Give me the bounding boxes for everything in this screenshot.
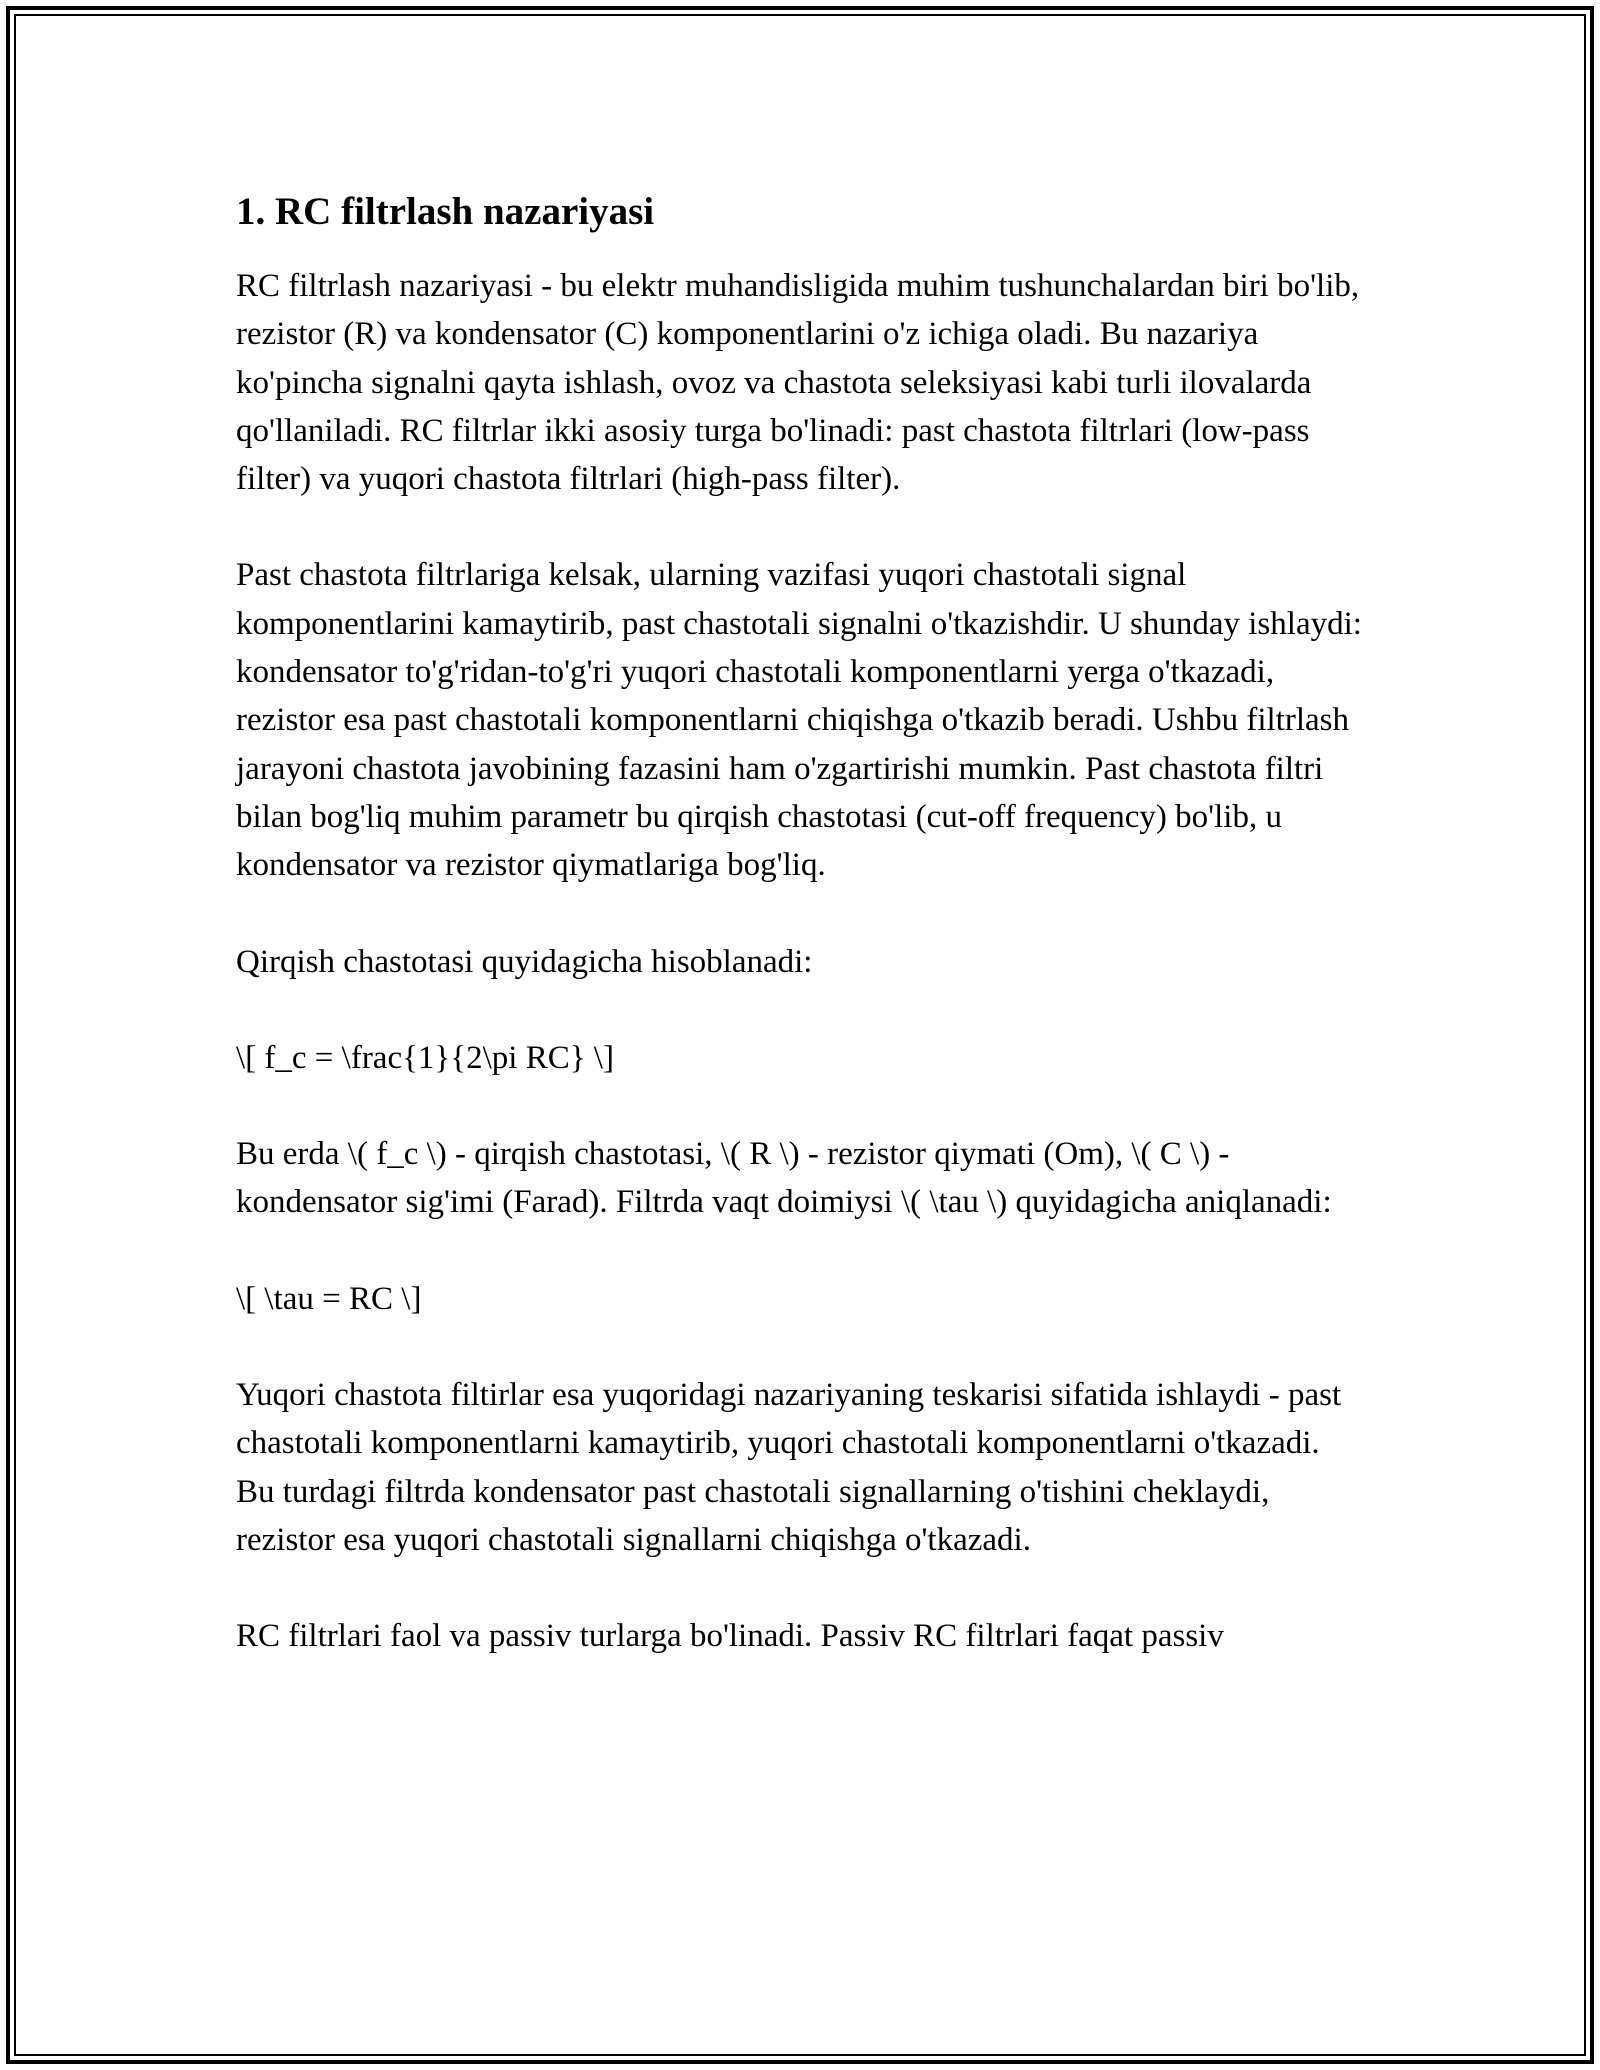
formula-cutoff-frequency: \[ f_c = \frac{1}{2\pi RC} \]: [236, 1039, 614, 1076]
paragraph-intro: RC filtrlash nazariyasi - bu elektr muhandisligida muhim tushunchalardan biri bo'lib, rezistor (R) va kondensator (C) komponentlarini o'z ichiga oladi. Bu nazariya ko'pincha signalni qayta ishlash, ovoz va chastota seleksiyasi kabi turli ilovalarda qo'llaniladi. RC filtrlar ikki asosiy turga bo'linadi: past chastota filtrlari (low-pass filter) va yuqori chastota filtrlari (high-pass filter).: [236, 268, 1360, 498]
document-body: [236, 186, 1366, 1709]
formula-time-constant: \[ \tau = RC \]: [236, 1280, 422, 1317]
paragraph-cutoff-intro: Qirqish chastotasi quyidagicha hisoblanadi:: [236, 943, 813, 980]
section-heading: 1. RC filtrlash nazariyasi: [236, 190, 655, 233]
paragraph-active-passive: RC filtrlari faol va passiv turlarga bo'linadi. Passiv RC filtrlari faqat passiv: [236, 1618, 1224, 1655]
paragraph-high-pass: Yuqori chastota filtirlar esa yuqoridagi nazariyaning teskarisi sifatida ishlaydi - past chastotali komponentlarni kamaytirib, yuqori chastotali komponentlarni o'tkazadi. Bu turdagi filtrda kondensator past chastotali signallarning o'tishini cheklaydi, rezistor esa yuqori chastotali signallarni chiqishga o'tkazadi.: [236, 1377, 1342, 1558]
paragraph-variables: Bu erda \( f_c \) - qirqish chastotasi, \( R \) - rezistor qiymati (Om), \( C \) - kondensator sig'imi (Farad). Filtrda vaqt doimiysi \( \tau \) quyidagicha aniqlanadi:: [236, 1136, 1332, 1221]
paragraph-low-pass: Past chastota filtrlariga kelsak, ularning vazifasi yuqori chastotali signal komponentlarini kamaytirib, past chastotali signalni o'tkazishdir. U shunday ishlaydi: kondensator to'g'ridan-to'g'ri yuqori chastotali komponentlarni yerga o'tkazadi, rezistor esa past chastotali komponentlarni chiqishga o'tkazib beradi. Ushbu filtrlash jarayoni chastota javobining fazasini ham o'zgartirishi mumkin. Past chastota filtri bilan bog'liq muhim parametr bu qirqish chastotasi (cut-off frequency) bo'lib, u kondensator va rezistor qiymatlariga bog'liq.: [236, 557, 1362, 884]
